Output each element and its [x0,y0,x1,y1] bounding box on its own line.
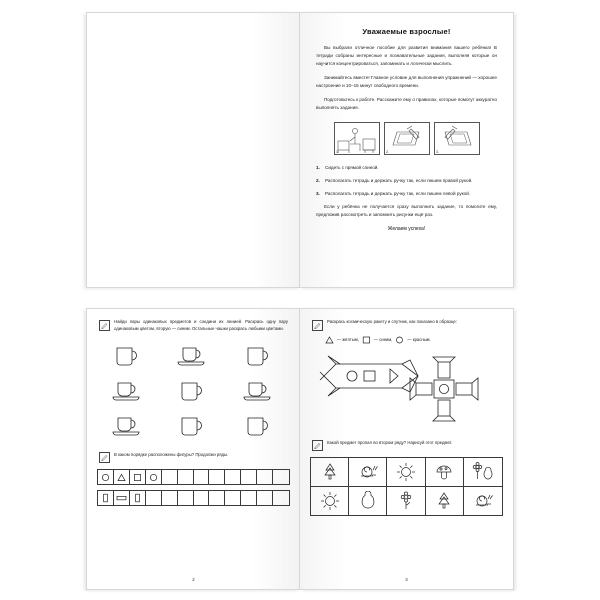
strip-cell[interactable] [130,470,146,484]
strip-cell[interactable] [209,470,225,484]
strip-cell[interactable] [257,470,273,484]
task-4-head [312,440,501,452]
intro-paragraph-2: Занимайтесь вместе! Главное условие для выполнения упражнений — хорошее настроение и 10–15 минут свободного времени. [316,75,497,89]
strip-cell[interactable] [194,470,210,484]
legend-triangle-icon [325,336,334,344]
task-3 [300,319,513,344]
legend-triangle-label: — жёлтым, [337,337,359,342]
cup-item [97,375,159,407]
book-spread-top [86,12,514,288]
flower-icon[interactable] [387,487,425,515]
cup-item [162,340,224,372]
legend-square-label: — синим, [373,337,393,342]
task-3-text: Раскрась космическую ракету и спутник, как показано в образце: [327,319,457,324]
tree-icon[interactable] [311,458,349,487]
intro-title: Уважаемые взрослые! [362,27,451,36]
task-1-text: Найди пары одинаковых предметов и соедини их линией. Раскрась одну пару одинаковым цветом, вторую — синим. Остальные чашки раскрась любыми цветами. [114,319,288,331]
rules-list [300,164,513,197]
sitting-straight-picto [334,122,380,155]
blank-left-page [86,12,300,288]
rule-text: Располагать тетрадь и держать ручку так, если пишем правой рукой. [325,178,473,184]
rule-number: 1. [316,165,320,171]
intro-paragraph-1: Вы выбрали отличное пособие для развития внимания вашего ребёнка! В тетради собраны интересные и познавательные задания, выполняя которые он научится концентрироваться, запоминать и логически мыслить. [316,45,497,67]
rule-text: Сидеть с прямой спиной. [325,165,379,171]
task-4 [300,440,513,452]
snail-icon[interactable] [464,487,502,515]
strip-cell[interactable] [194,491,210,505]
rule-number: 2. [316,178,320,184]
task-2-text: В каком порядке расположены фигуры? Продолжи ряды. [114,451,229,457]
strip-cell[interactable] [209,491,225,505]
strip-cell[interactable] [114,491,130,505]
flower-vase-icon[interactable] [464,458,502,487]
cup-item [228,410,290,442]
rule-item [316,164,497,172]
book-spread-bottom [86,308,514,590]
strip-cell[interactable] [225,470,241,484]
wish-text: Желаем успеха! [387,225,426,232]
rule-item [316,190,497,198]
intro-body [300,44,513,112]
task-1-head [99,319,288,333]
legend-circle-label: — красным. [407,337,431,342]
pencil-icon [312,320,323,331]
strip-cell[interactable] [178,491,194,505]
rule-text: Располагать тетрадь и держать ручку так, если пишем левой рукой. [325,190,471,196]
task-4-text: Какой предмет пропал во втором ряду? Нарисуй этот предмет. [327,439,453,445]
posture-pictograms [300,122,513,155]
pattern-strip-2[interactable] [97,490,290,506]
cup-item [162,410,224,442]
snail-icon[interactable] [349,458,387,487]
strip-cell[interactable] [98,470,114,484]
cup-item [97,340,159,372]
task-2 [87,452,300,464]
rule-item [316,177,497,185]
legend-square-icon [362,336,371,344]
task-2-head [99,452,288,464]
strip-cell[interactable] [273,470,289,484]
strip-cell[interactable] [146,470,162,484]
rocket-and-satellite-drawing[interactable] [306,350,507,436]
object-memory-table[interactable] [310,457,503,516]
strip-cell[interactable] [162,470,178,484]
picto-number-3: 3. [436,149,439,154]
page-number-right: 3 [405,577,408,582]
mushroom-icon[interactable] [426,458,464,487]
picto-number-2: 2. [386,149,389,154]
exercise-page-2 [86,308,300,590]
strip-cell[interactable] [241,470,257,484]
intro-paragraph-3: Подготовьтесь к работе. Расскажите ему о правилах, которые помогут аккуратно выполнять задания. [316,97,497,111]
color-legend [325,336,501,344]
cup-item [162,375,224,407]
strip-cell[interactable] [241,491,257,505]
tree-icon[interactable] [426,487,464,515]
strip-cell[interactable] [225,491,241,505]
strip-cell[interactable] [114,470,130,484]
intro-right-page [300,12,514,288]
strip-cell[interactable] [162,491,178,505]
sun-icon[interactable] [311,487,349,515]
strip-cell[interactable] [273,491,289,505]
task-3-head [312,319,501,331]
closing-note [300,203,513,234]
pattern-strip-1[interactable] [97,469,290,485]
cup-item [228,375,290,407]
legend-circle-icon [395,336,404,344]
cup-item [228,340,290,372]
vase-icon[interactable] [349,487,387,515]
rule-number: 3. [316,190,320,196]
strip-cell[interactable] [257,491,273,505]
page-number-left: 2 [192,577,195,582]
exercise-page-3 [300,308,514,590]
sun-icon[interactable] [387,458,425,487]
strip-cell[interactable] [98,491,114,505]
task-1 [87,319,300,333]
closing-paragraph: Если у ребёнка не получается сразу выполнить задание, то помогите ему, предложив рассмотреть и запомнить рисунки ещё раз. [316,203,497,217]
pencil-icon [312,440,323,451]
cups-grid [97,340,290,442]
cup-item [97,410,159,442]
left-hand-writing-picto [434,122,480,155]
strip-cell[interactable] [178,470,194,484]
strip-cell[interactable] [146,491,162,505]
strip-cell[interactable] [130,491,146,505]
right-hand-writing-picto [384,122,430,155]
picto-number-1: 1. [336,149,339,154]
pencil-icon [99,452,110,463]
pencil-icon [99,320,110,331]
